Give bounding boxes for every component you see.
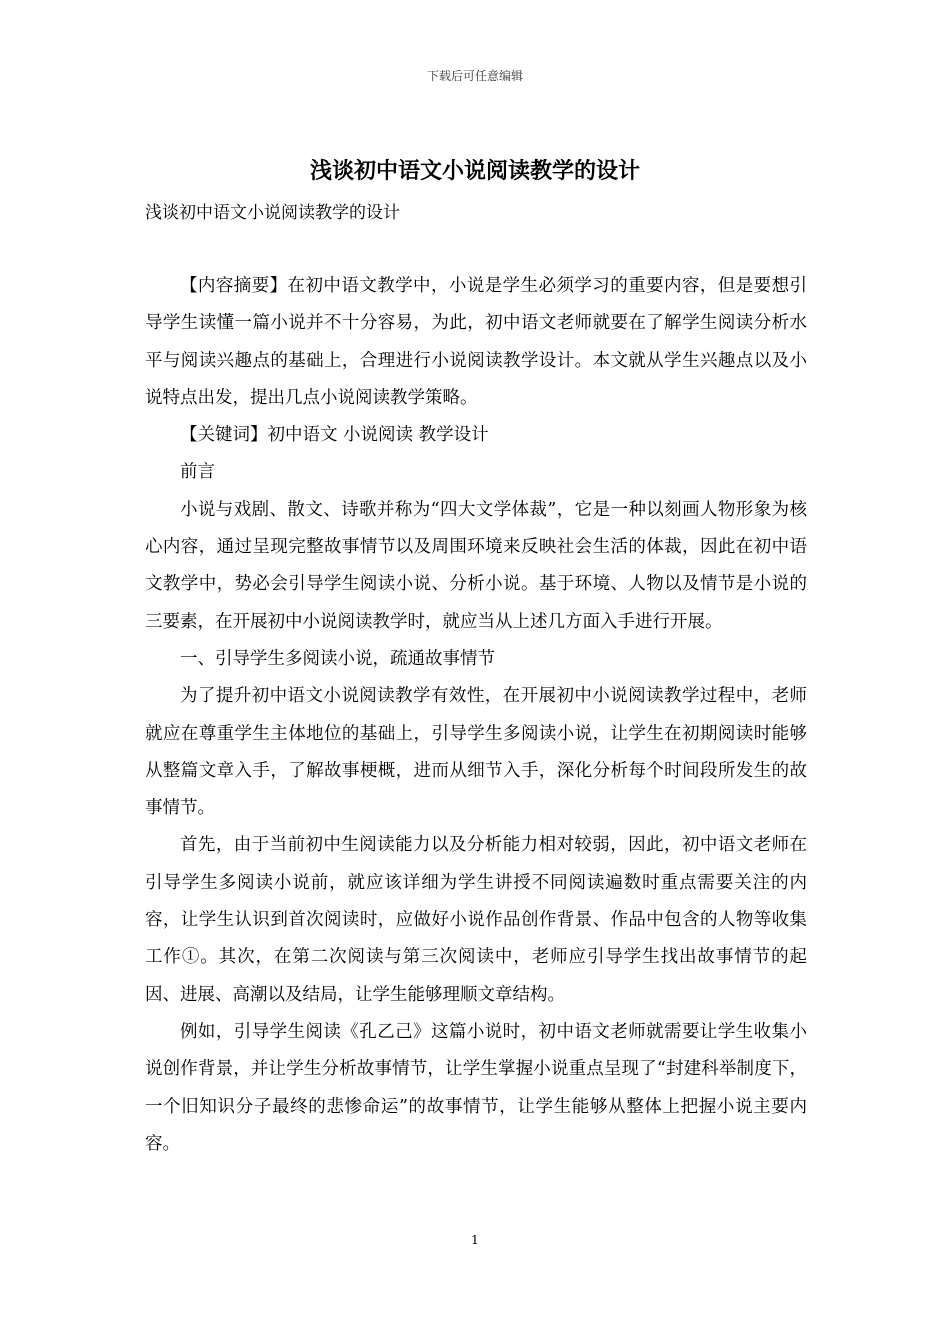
- page-header: 下载后可任意编辑: [426, 69, 523, 83]
- document-title: 浅谈初中语文小说阅读教学的设计: [309, 158, 640, 184]
- document-subtitle: 浅谈初中语文小说阅读教学的设计: [145, 203, 400, 223]
- body-paragraph: 为了提升初中语文小说阅读教学有效性，在开展初中小说阅读教学过程中，老师就应在尊重学生主体地位的基础上，引导学生多阅读小说，让学生在初期阅读时能够从整篇文章入手，了解故事梗概，进而从细节入手，深化分析每个时间段所发生的故事情节。: [145, 686, 807, 819]
- section-heading-1: 一、引导学生多阅读小说，疏通故事情节: [180, 648, 495, 669]
- document-body: [145, 268, 807, 1163]
- page-number: 1: [471, 1233, 479, 1247]
- body-paragraph: 首先，由于当前初中生阅读能力以及分析能力相对较弱，因此，初中语文老师在引导学生多阅读小说前，就应该详细为学生讲授不同阅读遍数时重点需要关注的内容，让学生认识到首次阅读时，应做好小说作品创作背景、作品中包含的人物等收集工作①。其次，在第二次阅读与第三次阅读中，老师应引导学生找出故事情节的起因、进展、高潮以及结局，让学生能够理顺文章结构。: [145, 835, 807, 1005]
- body-paragraph: 小说与戏剧、散文、诗歌并称为“四大文学体裁”，它是一种以刻画人物形象为核心内容，通过呈现完整故事情节以及周围环境来反映社会生活的体裁，因此在初中语文教学中，势必会引导学生阅读小说、分析小说。基于环境、人物以及情节是小说的三要素，在开展初中小说阅读教学时，就应当从上述几方面入手进行开展。: [145, 499, 807, 632]
- section-heading-preface: 前言: [180, 462, 215, 483]
- keywords-paragraph: 【关键词】初中语文 小说阅读 教学设计: [180, 425, 489, 446]
- body-paragraph: 例如，引导学生阅读《孔乙己》这篇小说时，初中语文老师就需要让学生收集小说创作背景，并让学生分析故事情节，让学生掌握小说重点呈现了“封建科举制度下，一个旧知识分子最终的悲惨命运”的故事情节，让学生能够从整体上把握小说主要内容。: [145, 1021, 807, 1154]
- abstract-paragraph: 【内容摘要】在初中语文教学中，小说是学生必须学习的重要内容，但是要想引导学生读懂一篇小说并不十分容易，为此，初中语文老师就要在了解学生阅读分析水平与阅读兴趣点的基础上，合理进行小说阅读教学设计。本文就从学生兴趣点以及小说特点出发，提出几点小说阅读教学策略。: [145, 276, 807, 408]
